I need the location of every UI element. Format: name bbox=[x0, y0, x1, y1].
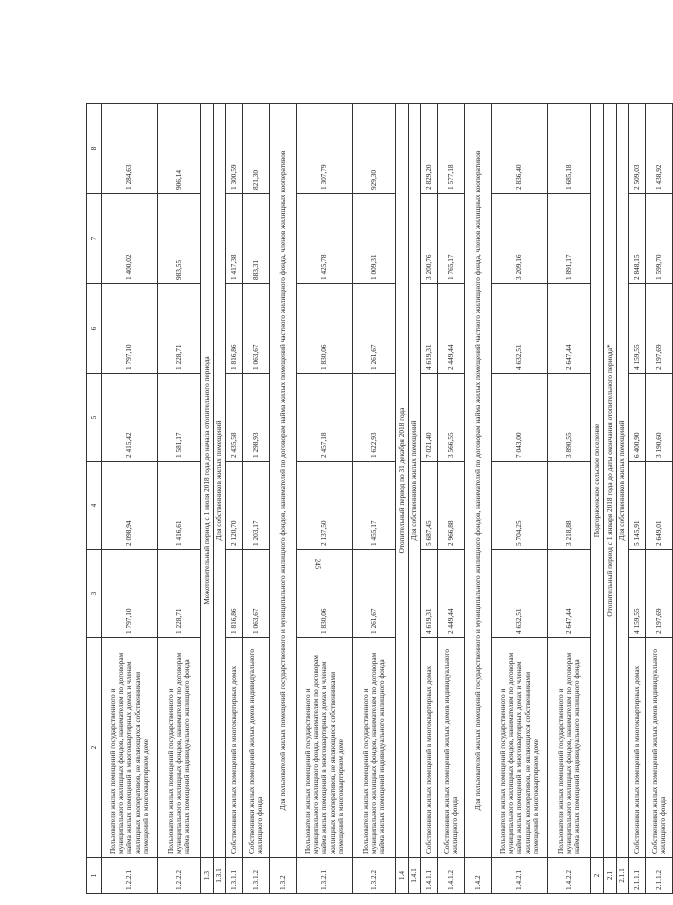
row-code: 2 bbox=[591, 858, 604, 894]
table-row bbox=[438, 104, 465, 894]
value-cell: 821,30 bbox=[243, 104, 270, 194]
value-cell: 1 063,67 bbox=[243, 550, 270, 638]
value-cell: 5 687,45 bbox=[421, 462, 438, 550]
value-cell: 5 704,25 bbox=[492, 462, 548, 550]
row-code: 2.1.1.2 bbox=[646, 858, 673, 894]
table-row bbox=[409, 104, 421, 894]
value-cell: 1 581,17 bbox=[158, 374, 201, 462]
value-cell: 2 457,18 bbox=[297, 374, 353, 462]
table-row bbox=[201, 104, 214, 894]
value-cell: 2 848,15 bbox=[629, 194, 646, 284]
row-code: 1.3.1.1 bbox=[226, 858, 243, 894]
row-name: Пользователи жилых помещений государственного и муниципального жилищных фондов, нанимателям по договорам найма жилых помещений индивидуального жилищного фонда bbox=[353, 638, 396, 858]
section-title: Для собственников жилых помещений bbox=[214, 104, 226, 858]
value-cell: 2 435,58 bbox=[226, 374, 243, 462]
row-code: 1.3.2.2 bbox=[353, 858, 396, 894]
section-title: Отопительный период с 1 января 2018 года до даты окончания отопительного периода* bbox=[604, 104, 617, 858]
value-cell: 3 890,55 bbox=[548, 374, 591, 462]
value-cell: 1 830,06 bbox=[297, 550, 353, 638]
row-code: 1.4.2 bbox=[465, 858, 492, 894]
row-code: 2.1 bbox=[604, 858, 617, 894]
row-code: 1.4.2.2 bbox=[548, 858, 591, 894]
value-cell: 1 891,17 bbox=[548, 194, 591, 284]
row-code: 1.3.2 bbox=[270, 858, 297, 894]
table-row bbox=[214, 104, 226, 894]
value-cell: 2 120,70 bbox=[226, 462, 243, 550]
value-cell: 1 416,61 bbox=[158, 462, 201, 550]
section-title: Для собственников жилых помещений bbox=[409, 104, 421, 858]
value-cell: 1 307,79 bbox=[297, 104, 353, 194]
value-cell: 6 400,90 bbox=[629, 374, 646, 462]
value-cell: 7 021,40 bbox=[421, 374, 438, 462]
value-cell: 1 816,86 bbox=[226, 284, 243, 374]
row-name: Собственники жилых помещений в многоквартирных домах bbox=[226, 638, 243, 858]
table-row bbox=[492, 104, 548, 894]
table-row bbox=[396, 104, 409, 894]
table-row bbox=[270, 104, 297, 894]
value-cell: 3 190,60 bbox=[646, 374, 673, 462]
value-cell: 2 836,40 bbox=[492, 104, 548, 194]
value-cell: 4 632,51 bbox=[492, 550, 548, 638]
table-row bbox=[591, 104, 604, 894]
section-title: Для пользователей жилых помещений государственного и муниципального жилищного фондов, нанимателей по договорам найма жилых помещений частного жилищного фонда, членов жилищных кооперативов bbox=[270, 104, 297, 858]
value-cell: 1 425,78 bbox=[297, 194, 353, 284]
value-cell: 1 063,67 bbox=[243, 284, 270, 374]
table-row bbox=[604, 104, 617, 894]
section-title: Для пользователей жилых помещений государственного и муниципального жилищного фондов, нанимателей по договорам найма жилых помещений частного жилищного фонда, членов жилищных кооперативов bbox=[465, 104, 492, 858]
header-cell: 7 bbox=[87, 194, 102, 284]
value-cell: 1 577,18 bbox=[438, 104, 465, 194]
value-cell: 4 619,31 bbox=[421, 550, 438, 638]
value-cell: 2 966,88 bbox=[438, 462, 465, 550]
row-code: 1.4.1.2 bbox=[438, 858, 465, 894]
value-cell: 1 228,71 bbox=[158, 550, 201, 638]
table-header-row bbox=[87, 104, 102, 894]
value-cell: 983,55 bbox=[158, 194, 201, 284]
value-cell: 1 797,10 bbox=[102, 284, 158, 374]
value-cell: 1 009,31 bbox=[353, 194, 396, 284]
header-cell: 5 bbox=[87, 374, 102, 462]
value-cell: 1 685,18 bbox=[548, 104, 591, 194]
value-cell: 3 218,88 bbox=[548, 462, 591, 550]
value-cell: 2 137,50 bbox=[297, 462, 353, 550]
value-cell: 2 509,03 bbox=[629, 104, 646, 194]
section-title: Для собственников жилых помещений bbox=[617, 104, 629, 858]
header-cell: 2 bbox=[87, 638, 102, 858]
table-row bbox=[646, 104, 673, 894]
row-name: Собственники жилых помещений жилых домов индивидуального жилищного фонда bbox=[646, 638, 673, 858]
value-cell: 2 649,01 bbox=[646, 462, 673, 550]
table-row bbox=[421, 104, 438, 894]
rotated-page bbox=[86, 104, 667, 894]
value-cell: 929,30 bbox=[353, 104, 396, 194]
value-cell: 2 197,69 bbox=[646, 550, 673, 638]
page-number: 245 bbox=[313, 558, 322, 570]
value-cell: 1 816,86 bbox=[226, 550, 243, 638]
row-name: Пользователи жилых помещений государственного и муниципального жилищного фонда, нанимателям по договорам найма жилых помещений в многоквартирных домах и членам жилищных кооперативов, не являющиеся собственниками помещений в многоквартирном доме bbox=[297, 638, 353, 858]
value-cell: 906,14 bbox=[158, 104, 201, 194]
value-cell: 1 830,06 bbox=[297, 284, 353, 374]
value-cell: 5 145,91 bbox=[629, 462, 646, 550]
header-cell: 3 bbox=[87, 550, 102, 638]
value-cell: 1 261,67 bbox=[353, 284, 396, 374]
table-row bbox=[243, 104, 270, 894]
value-cell: 2 647,44 bbox=[548, 550, 591, 638]
row-name: Собственники жилых помещений в многоквартирных домах bbox=[629, 638, 646, 858]
value-cell: 1 797,10 bbox=[102, 550, 158, 638]
row-name: Пользователи жилых помещений государственного и муниципального жилищных фондов, нанимателям по договорам найма жилых помещений индивидуального жилищного фонда bbox=[158, 638, 201, 858]
value-cell: 883,31 bbox=[243, 194, 270, 284]
value-cell: 1 203,17 bbox=[243, 462, 270, 550]
row-code: 2.1.1 bbox=[617, 858, 629, 894]
value-cell: 1 298,93 bbox=[243, 374, 270, 462]
value-cell: 3 200,76 bbox=[421, 194, 438, 284]
value-cell: 4 619,31 bbox=[421, 284, 438, 374]
row-code: 1.2.2.2 bbox=[158, 858, 201, 894]
row-name: Пользователи жилых помещений государственного и муниципального жилищных фондов, нанимателям по договорам найма жилых помещений в многоквартирных домах и членам жилищных кооперативов, не являющихся собственниками помещений в многоквартирном доме bbox=[102, 638, 158, 858]
row-name: Пользователи жилых помещений государственного и муниципального жилищных фондов, нанимателям по договорам найма жилых помещений в многоквартирных домах и членам жилищных кооперативов, не являющихся собственниками помещений в многоквартирном доме bbox=[492, 638, 548, 858]
value-cell: 1 228,71 bbox=[158, 284, 201, 374]
value-cell: 1 599,70 bbox=[646, 194, 673, 284]
value-cell: 2 829,20 bbox=[421, 104, 438, 194]
table-row bbox=[226, 104, 243, 894]
value-cell: 7 043,00 bbox=[492, 374, 548, 462]
value-cell: 2 415,42 bbox=[102, 374, 158, 462]
header-cell: 6 bbox=[87, 284, 102, 374]
row-code: 1.4.1 bbox=[409, 858, 421, 894]
value-cell: 1 765,17 bbox=[438, 194, 465, 284]
table-row bbox=[297, 104, 353, 894]
table-row bbox=[465, 104, 492, 894]
table-row bbox=[617, 104, 629, 894]
header-cell: 8 bbox=[87, 104, 102, 194]
value-cell: 4 632,51 bbox=[492, 284, 548, 374]
row-code: 1.3.1 bbox=[214, 858, 226, 894]
table-row bbox=[353, 104, 396, 894]
value-cell: 1 622,93 bbox=[353, 374, 396, 462]
header-cell: 4 bbox=[87, 462, 102, 550]
value-cell: 1 400,02 bbox=[102, 194, 158, 284]
value-cell: 1 455,17 bbox=[353, 462, 396, 550]
row-code: 1.4 bbox=[396, 858, 409, 894]
table-body bbox=[87, 104, 673, 894]
value-cell: 2 647,44 bbox=[548, 284, 591, 374]
table-row bbox=[548, 104, 591, 894]
row-code: 1.3.1.2 bbox=[243, 858, 270, 894]
value-cell: 1 261,67 bbox=[353, 550, 396, 638]
table-row bbox=[102, 104, 158, 894]
value-cell: 1 284,63 bbox=[102, 104, 158, 194]
value-cell: 4 159,55 bbox=[629, 550, 646, 638]
header-cell: 1 bbox=[87, 858, 102, 894]
row-code: 1.2.2.1 bbox=[102, 858, 158, 894]
value-cell: 2 449,44 bbox=[438, 550, 465, 638]
section-title: Отопительный период по 31 декабря 2018 года bbox=[396, 104, 409, 858]
row-code: 1.3 bbox=[201, 858, 214, 894]
value-cell: 3 209,16 bbox=[492, 194, 548, 284]
row-name: Пользователи жилых помещений государственного и муниципального жилищных фондов, нанимателям по договорам найма жилых помещений индивидуального жилищного фонда bbox=[548, 638, 591, 858]
section-title: Подгорноенское сельское поселение bbox=[591, 104, 604, 858]
section-title: Межотопительный период с 1 июля 2018 года до начала отопительного периода bbox=[201, 104, 214, 858]
value-cell: 1 438,92 bbox=[646, 104, 673, 194]
row-code: 1.4.1.1 bbox=[421, 858, 438, 894]
tariff-table bbox=[86, 103, 673, 894]
row-name: Собственники жилых помещений жилых домов индивидуального жилищного фонда bbox=[243, 638, 270, 858]
row-code: 1.3.2.1 bbox=[297, 858, 353, 894]
table-row bbox=[158, 104, 201, 894]
row-code: 1.4.2.1 bbox=[492, 858, 548, 894]
row-name: Собственники жилых помещений жилых домов индивидуального жилищного фонда bbox=[438, 638, 465, 858]
value-cell: 1 300,59 bbox=[226, 104, 243, 194]
value-cell: 2 098,94 bbox=[102, 462, 158, 550]
value-cell: 1 417,38 bbox=[226, 194, 243, 284]
table-row bbox=[629, 104, 646, 894]
value-cell: 2 449,44 bbox=[438, 284, 465, 374]
value-cell: 4 159,55 bbox=[629, 284, 646, 374]
value-cell: 3 566,55 bbox=[438, 374, 465, 462]
row-code: 2.1.1.1 bbox=[629, 858, 646, 894]
row-name: Собственники жилых помещений в многоквартирных домах bbox=[421, 638, 438, 858]
value-cell: 2 197,69 bbox=[646, 284, 673, 374]
